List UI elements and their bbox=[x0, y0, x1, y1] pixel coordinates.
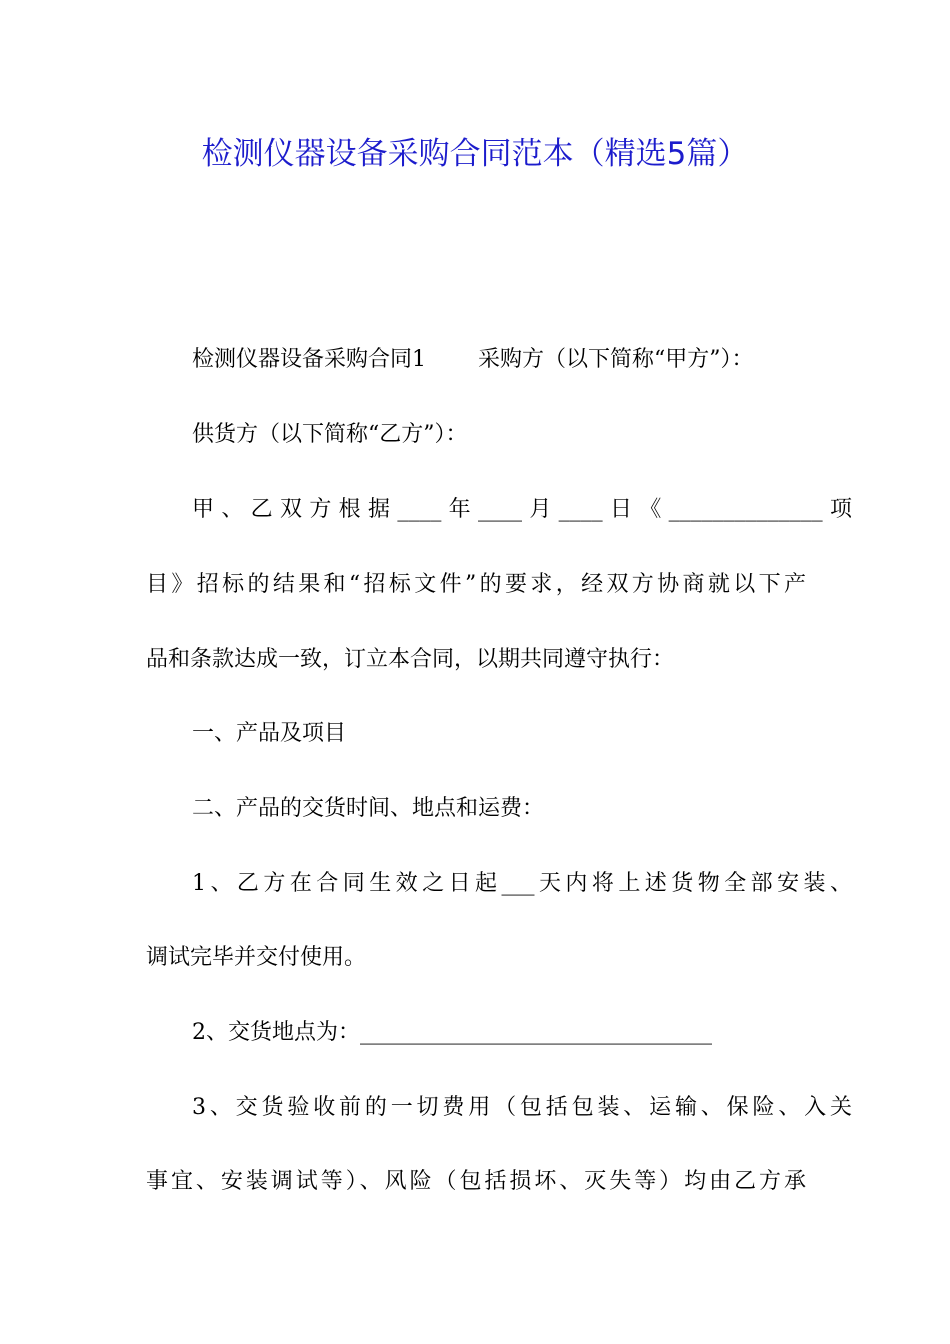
delivery-location-line: 2、交货地点为：________________________________ bbox=[192, 1020, 712, 1045]
supplier-line: 供货方（以下简称“乙方”）： bbox=[192, 422, 468, 447]
paragraph-line-12: 事宜、安装调试等）、风险（包括损坏、灭失等）均由乙方承 bbox=[146, 1169, 806, 1194]
paragraph-line-3: 甲、乙双方根据____年____月____日《______________项 bbox=[192, 497, 852, 522]
section-heading-2: 二、产品的交货时间、地点和运费： bbox=[192, 796, 545, 821]
paragraph-line-11: 3、交货验收前的一切费用（包括包装、运输、保险、入关 bbox=[192, 1095, 852, 1120]
document-title: 检测仪器设备采购合同范本（精选5篇） bbox=[201, 136, 749, 172]
paragraph-line-1 bbox=[146, 342, 852, 378]
paragraph-line-5: 品和条款达成一致，订立本合同，以期共同遵守执行： bbox=[146, 647, 675, 672]
contract-heading: 检测仪器设备采购合同1 bbox=[192, 347, 426, 372]
paragraph-line-4: 目》招标的结果和“招标文件”的要求，经双方协商就以下产 bbox=[146, 572, 806, 597]
paragraph-line-9: 调试完毕并交付使用。 bbox=[146, 945, 367, 970]
section-heading-1: 一、产品及项目 bbox=[192, 721, 347, 746]
buyer-label: 采购方（以下简称“甲方”）： bbox=[478, 347, 754, 372]
paragraph-line-8: 1、乙方在合同生效之日起___天内将上述货物全部安装、 bbox=[192, 871, 852, 896]
